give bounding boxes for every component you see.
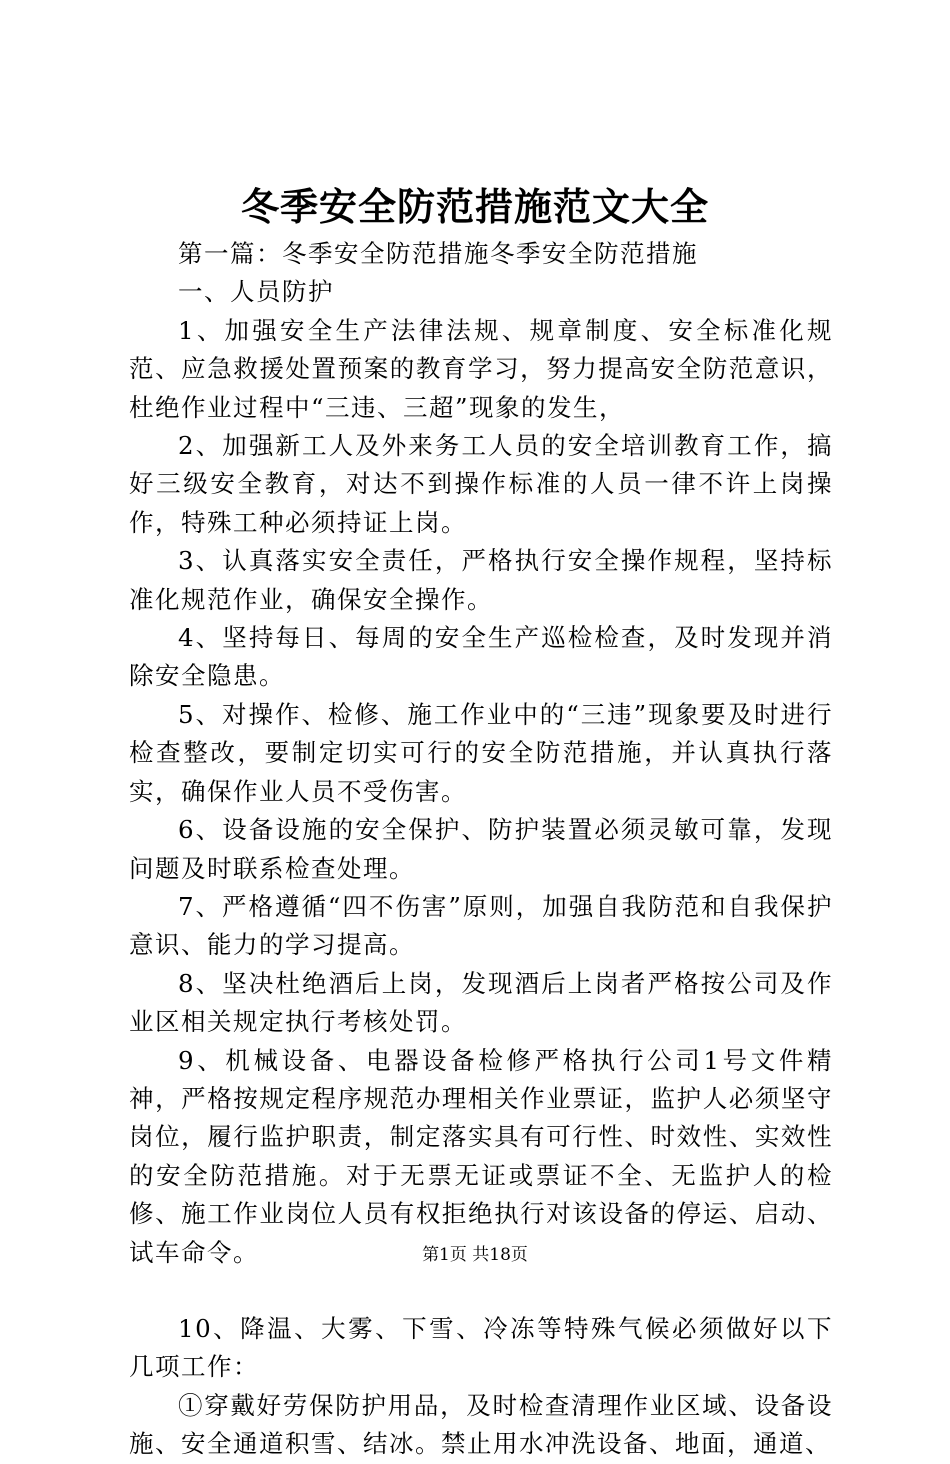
paragraph-subheading: 一、人员防护	[178, 277, 334, 307]
paragraph-item-1: 1、加强安全生产法律法规、规章制度、安全标准化规范、应急救援处置预案的教育学习，努力提高安全防范意识，杜绝作业过程中“三违、三超”现象的发生，	[129, 315, 833, 422]
paragraph-item-6: 6、设备设施的安全保护、防护装置必须灵敏可靠，发现问题及时联系检查处理。	[129, 815, 833, 883]
paragraph-item-4: 4、坚持每日、每周的安全生产巡检检查，及时发现并消除安全隐患。	[129, 623, 833, 691]
paragraph-section-heading: 第一篇：冬季安全防范措施冬季安全防范措施	[178, 239, 698, 268]
paragraph-item-2: 2、加强新工人及外来务工人员的安全培训教育工作，搞好三级安全教育，对达不到操作标准的人员一律不许上岗操作，特殊工种必须持证上岗。	[129, 431, 833, 537]
paragraph-item-8: 8、坚决杜绝酒后上岗，发现酒后上岗者严格按公司及作业区相关规定执行考核处罚。	[129, 968, 833, 1037]
paragraph-item-10: 10、降温、大雾、下雪、冷冻等特殊气候必须做好以下几项工作：	[129, 1313, 833, 1382]
paragraph-item-7: 7、严格遵循“四不伤害”原则，加强自我防范和自我保护意识、能力的学习提高。	[129, 891, 833, 960]
document-body	[129, 235, 833, 1464]
paragraph-item-9: 9、机械设备、电器设备检修严格执行公司1号文件精神，严格按规定程序规范办理相关作业票证，监护人必须坚守岗位，履行监护职责，制定落实具有可行性、时效性、实效性的安全防范措施。对于无票无证或票证不全、无监护人的检修、施工作业岗位人员有权拒绝执行对该设备的停运、启动、试车命令。	[129, 1045, 833, 1267]
paragraph-subitem-1: ①穿戴好劳保防护用品，及时检查清理作业区域、设备设施、安全通道积雪、结冰。禁止用水冲洗设备、地面，通道、	[129, 1390, 833, 1459]
paragraph-item-5: 5、对操作、检修、施工作业中的“三违”现象要及时进行检查整改，要制定切实可行的安全防范措施，并认真执行落实，确保作业人员不受伤害。	[129, 699, 833, 806]
document-title: 冬季安全防范措施范文大全	[240, 184, 709, 229]
paragraph-item-3: 3、认真落实安全责任，严格执行安全操作规程，坚持标准化规范作业，确保安全操作。	[129, 546, 833, 614]
page-number-footer: 第1页 共18页	[422, 1245, 528, 1265]
